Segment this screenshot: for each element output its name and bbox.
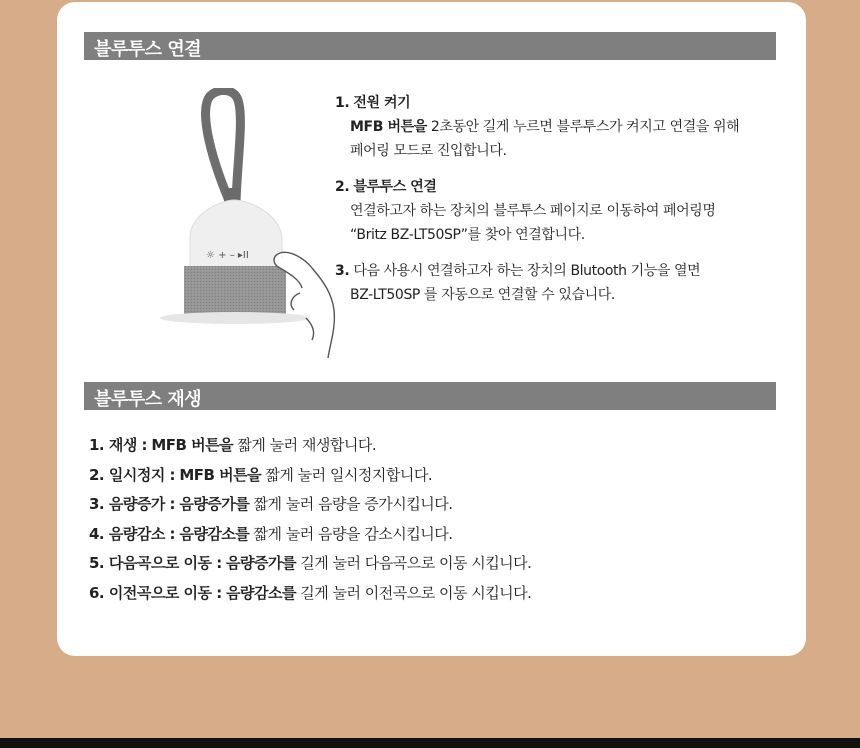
- step-title: 블루투스 연결: [353, 179, 437, 195]
- connect-steps: [335, 91, 775, 319]
- item-label: 6. 이전곡으로 이동 :: [89, 583, 222, 602]
- speaker-shadow: [160, 312, 310, 324]
- step-bold-lead: MFB 버튼을: [350, 119, 427, 135]
- item-text: 길게 눌러 다음곡으로 이동 시킵니다.: [295, 554, 532, 572]
- item-text: 길게 눌러 이전곡으로 이동 시킵니다.: [295, 583, 532, 602]
- item-keyword: MFB 버튼을: [179, 465, 262, 484]
- item-text: 짧게 눌러 재생합니다.: [233, 436, 377, 454]
- step-text: 다음 사용시 연결하고자 하는 장치의 Blutooth 기능을 열면: [353, 263, 701, 279]
- list-item: [89, 461, 779, 491]
- strap-loop: [206, 90, 241, 203]
- content-card: [57, 2, 806, 656]
- list-item: [89, 520, 779, 550]
- item-keyword: 음량증가를: [179, 495, 250, 513]
- item-label: 1. 재생 :: [89, 436, 148, 454]
- item-text: 짧게 눌러 음량을 감소시킵니다.: [249, 524, 453, 543]
- list-item: [89, 579, 779, 609]
- section-header-bluetooth-connect: [84, 32, 776, 60]
- step-number: 2.: [335, 179, 350, 195]
- section-title: 블루투스 연결: [94, 39, 202, 60]
- list-item: [89, 431, 779, 461]
- item-keyword: 음량증가를: [226, 554, 296, 572]
- item-label: 4. 음량감소 :: [89, 524, 176, 543]
- step-text: “Britz BZ-LT50SP”를 찾아 연결합니다.: [350, 227, 585, 243]
- step-text: BZ-LT50SP 를 자동으로 연결할 수 있습니다.: [350, 287, 615, 303]
- step-1: [335, 91, 775, 163]
- item-keyword: 음량감소를: [179, 524, 250, 543]
- step-text: 연결하고자 하는 장치의 블루투스 페이지로 이동하여 페어링명: [350, 203, 716, 219]
- speaker-illustration: [112, 88, 342, 360]
- step-3: [335, 259, 775, 307]
- speaker-buttons-label: ☼ + – ▸II: [206, 250, 249, 261]
- section-header-bluetooth-playback: [84, 382, 776, 410]
- item-keyword: 음량감소를: [226, 583, 296, 602]
- step-text: 페어링 모드로 진입합니다.: [350, 143, 507, 159]
- list-item: [89, 490, 779, 520]
- step-text: 2초동안 길게 누르면 블루투스가 켜지고 연결을 위해: [426, 119, 740, 135]
- item-label: 5. 다음곡으로 이동 :: [89, 554, 222, 572]
- item-text: 짧게 눌러 일시정지합니다.: [261, 465, 433, 484]
- section-title: 블루투스 재생: [94, 389, 202, 410]
- item-label: 3. 음량증가 :: [89, 495, 176, 513]
- bottom-bar: [0, 738, 860, 748]
- step-number: 1.: [335, 95, 350, 111]
- item-text: 짧게 눌러 음량을 증가시킵니다.: [249, 495, 453, 513]
- step-title: 전원 켜기: [353, 95, 411, 111]
- list-item: [89, 549, 779, 579]
- item-keyword: MFB 버튼을: [151, 436, 234, 454]
- playback-list: [89, 431, 779, 608]
- step-2: [335, 175, 775, 247]
- step-number: 3.: [335, 263, 350, 279]
- item-label: 2. 일시정지 :: [89, 465, 176, 484]
